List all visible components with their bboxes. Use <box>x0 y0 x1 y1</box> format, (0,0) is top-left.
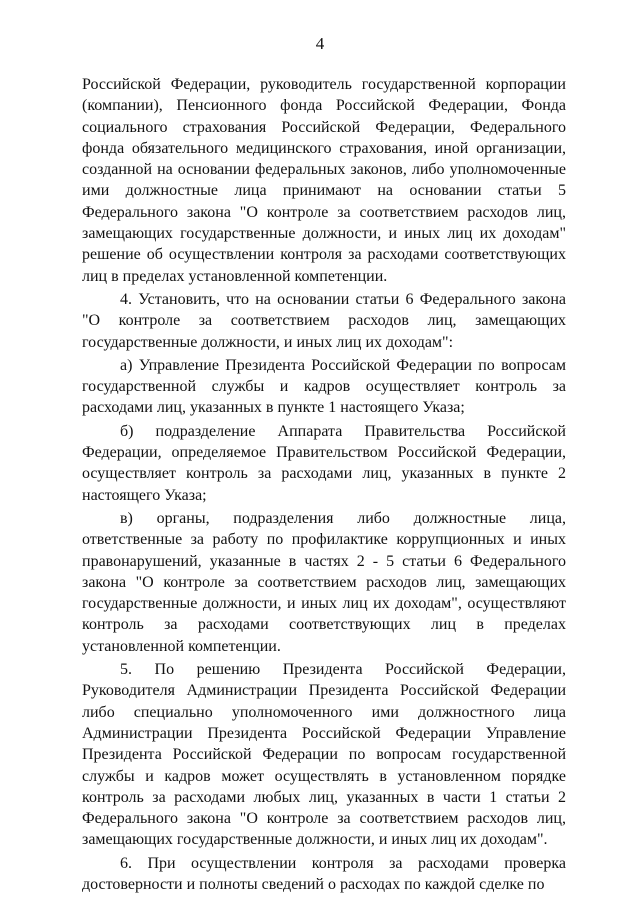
text-line: государственные должности, и иных лиц их доходам": <box>82 333 454 351</box>
text-line: Федерального закона "О контроле за соответствием расходов лиц, <box>82 810 566 828</box>
document-body <box>82 74 566 897</box>
text-line: 6. При осуществлении контроля за расходами проверка <box>120 854 566 872</box>
paragraph-p5 <box>82 659 566 851</box>
text-line: ответственные за работу по профилактике коррупционных и иных <box>82 531 566 549</box>
text-line: государственной службы и кадров осуществляет контроль за <box>82 378 566 396</box>
text-line: Федерации, определяемое Правительством Российской Федерации, <box>82 444 566 462</box>
text-line: либо специально уполномоченного ими должностного лица <box>82 703 566 721</box>
page-number: 4 <box>315 34 325 53</box>
text-line: осуществляет контроль за расходами лиц, указанных в пункте 2 <box>82 465 566 483</box>
text-line: фонда обязательного медицинского страхования, иной организации, <box>82 139 566 157</box>
paragraph-cont <box>82 74 566 287</box>
paragraph-p4 <box>82 289 566 353</box>
text-line: закона "О контроле за соответствием расходов лиц, замещающих <box>82 573 566 591</box>
text-line: службы и кадров может осуществлять в установленном порядке <box>82 767 566 785</box>
text-line: "О контроле за соответствием расходов лиц, замещающих <box>82 312 566 330</box>
text-line: достоверности и полноты сведений о расходах по каждой сделке по <box>82 875 545 893</box>
text-line: а) Управление Президента Российской Федерации по вопросам <box>120 356 566 374</box>
text-line: правонарушений, указанные в частях 2 - 5 статьи 6 Федерального <box>82 552 566 570</box>
text-line: замещающих государственные должности, и иных лиц их доходам". <box>82 831 548 849</box>
paragraph-p6 <box>82 853 566 896</box>
paragraph-p4v <box>82 508 566 657</box>
text-line: созданной на основании федеральных законов, либо уполномоченные <box>82 161 566 179</box>
text-line: установленной компетенции. <box>82 637 281 655</box>
text-line: Федерального закона "О контроле за соответствием расходов лиц, <box>82 203 566 221</box>
text-line: настоящего Указа; <box>82 486 207 504</box>
text-line: контроль за расходами любых лиц, указанных в части 1 статьи 2 <box>82 788 566 806</box>
text-line: Президента Российской Федерации по вопросам государственной <box>82 746 566 764</box>
text-line: контроль за расходами соответствующих лиц в пределах <box>82 616 566 634</box>
text-line: ими должностные лица принимают на основании статьи 5 <box>82 182 566 200</box>
paragraph-p4a <box>82 355 566 419</box>
text-line: Российской Федерации, руководитель государственной корпорации <box>82 76 566 93</box>
text-line: решение об осуществлении контроля за расходами соответствующих <box>82 246 566 264</box>
text-line: (компании), Пенсионного фонда Российской Федерации, Фонда <box>82 97 566 115</box>
text-line: 5. По решению Президента Российской Федерации, <box>120 661 566 679</box>
paragraph-p4b <box>82 421 566 506</box>
text-line: расходами лиц, указанных в пункте 1 настоящего Указа; <box>82 399 465 417</box>
text-line: замещающих государственные должности, и иных лиц их доходам" <box>82 225 566 243</box>
text-line: социального страхования Российской Федерации, Федерального <box>82 118 566 136</box>
text-line: лиц в пределах установленной компетенции. <box>82 267 388 285</box>
text-line: Руководителя Администрации Президента Российской Федерации <box>82 682 566 700</box>
text-line: в) органы, подразделения либо должностные лица, <box>120 509 566 527</box>
text-line: 4. Установить, что на основании статьи 6 Федерального закона <box>120 290 566 308</box>
text-line: б) подразделение Аппарата Правительства Российской <box>120 422 566 440</box>
text-line: государственные должности, и иных лиц их доходам", осуществляют <box>82 595 566 613</box>
text-line: Администрации Президента Российской Федерации Управление <box>82 724 566 742</box>
